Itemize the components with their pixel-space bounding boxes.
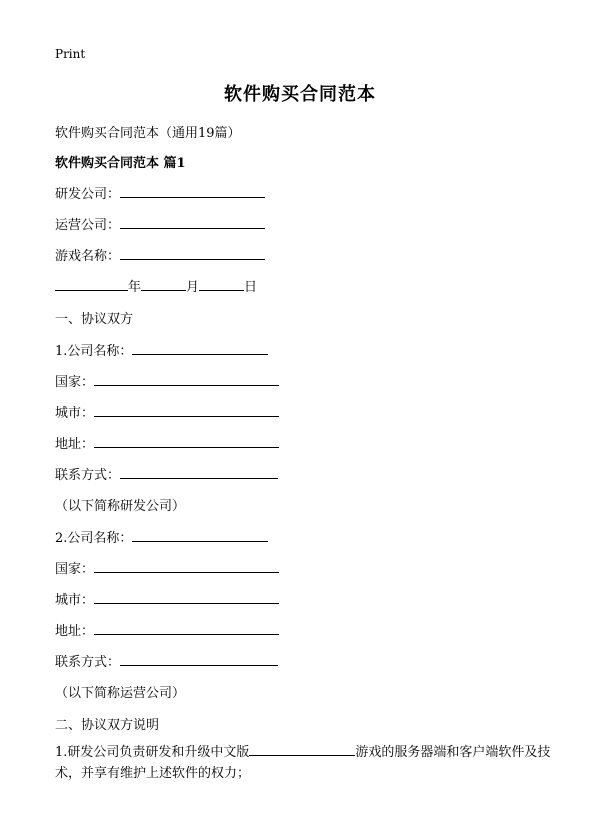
party1-country-label: 国家： — [55, 375, 95, 390]
party1-company-blank[interactable] — [132, 341, 268, 355]
party1-address-field — [55, 433, 279, 452]
day-label: 日 — [244, 280, 258, 295]
party-heading: 一、协议双方 — [55, 312, 134, 327]
party2-contact-blank[interactable] — [120, 652, 278, 666]
clause-1-text-before: 1.研发公司负责研发和升级中文版 — [55, 745, 250, 760]
game-name-label: 游戏名称： — [55, 249, 121, 264]
party1-city-label: 城市： — [55, 406, 95, 421]
section-heading: 软件购买合同范本 篇1 — [55, 156, 186, 171]
party2-note: （以下简称运营公司） — [55, 686, 186, 701]
game-name-blank[interactable] — [120, 246, 265, 260]
party1-address-label: 地址： — [55, 437, 95, 452]
party2-address-field — [55, 620, 279, 639]
year-blank[interactable] — [55, 277, 128, 291]
operator-label: 运营公司： — [55, 218, 121, 233]
clause-1 — [55, 742, 555, 784]
party1-company-label: 1.公司名称： — [55, 344, 133, 359]
party2-contact-label: 联系方式： — [55, 655, 121, 670]
party1-city-field — [55, 402, 279, 421]
party2-city-field — [55, 589, 279, 608]
party1-country-field — [55, 371, 279, 390]
party1-contact-label: 联系方式： — [55, 468, 121, 483]
clause-1-blank[interactable] — [249, 742, 355, 756]
party1-country-blank[interactable] — [94, 372, 279, 386]
game-name-field — [55, 245, 265, 264]
developer-label: 研发公司： — [55, 187, 121, 202]
party2-address-label: 地址： — [55, 624, 95, 639]
party2-city-blank[interactable] — [94, 590, 279, 604]
party1-company-field — [55, 340, 268, 359]
date-line — [55, 276, 257, 295]
description-heading: 二、协议双方说明 — [55, 718, 160, 733]
party2-country-label: 国家： — [55, 562, 95, 577]
document-title: 软件购买合同范本 — [224, 84, 376, 105]
clause-1-text-after: 游戏的服务器端和客户端软件及技术，并享有维护上述软件的权力； — [55, 745, 551, 781]
party2-city-label: 城市： — [55, 593, 95, 608]
party2-company-blank[interactable] — [132, 528, 268, 542]
print-link[interactable]: Print — [55, 47, 86, 61]
developer-field — [55, 183, 265, 202]
party1-contact-field — [55, 464, 278, 483]
party1-address-blank[interactable] — [94, 434, 279, 448]
operator-blank[interactable] — [120, 215, 265, 229]
party1-city-blank[interactable] — [94, 403, 279, 417]
party1-contact-blank[interactable] — [120, 465, 278, 479]
day-blank[interactable] — [199, 277, 244, 291]
operator-field — [55, 214, 265, 233]
document-subtitle: 软件购买合同范本（通用19篇） — [55, 126, 241, 141]
developer-blank[interactable] — [120, 184, 265, 198]
party2-country-field — [55, 558, 279, 577]
year-label: 年 — [128, 280, 142, 295]
month-label: 月 — [186, 280, 200, 295]
party1-note: （以下简称研发公司） — [55, 499, 186, 514]
party2-contact-field — [55, 651, 278, 670]
party2-company-label: 2.公司名称： — [55, 531, 133, 546]
party2-company-field — [55, 527, 268, 546]
party2-address-blank[interactable] — [94, 621, 279, 635]
party2-country-blank[interactable] — [94, 559, 279, 573]
month-blank[interactable] — [141, 277, 186, 291]
